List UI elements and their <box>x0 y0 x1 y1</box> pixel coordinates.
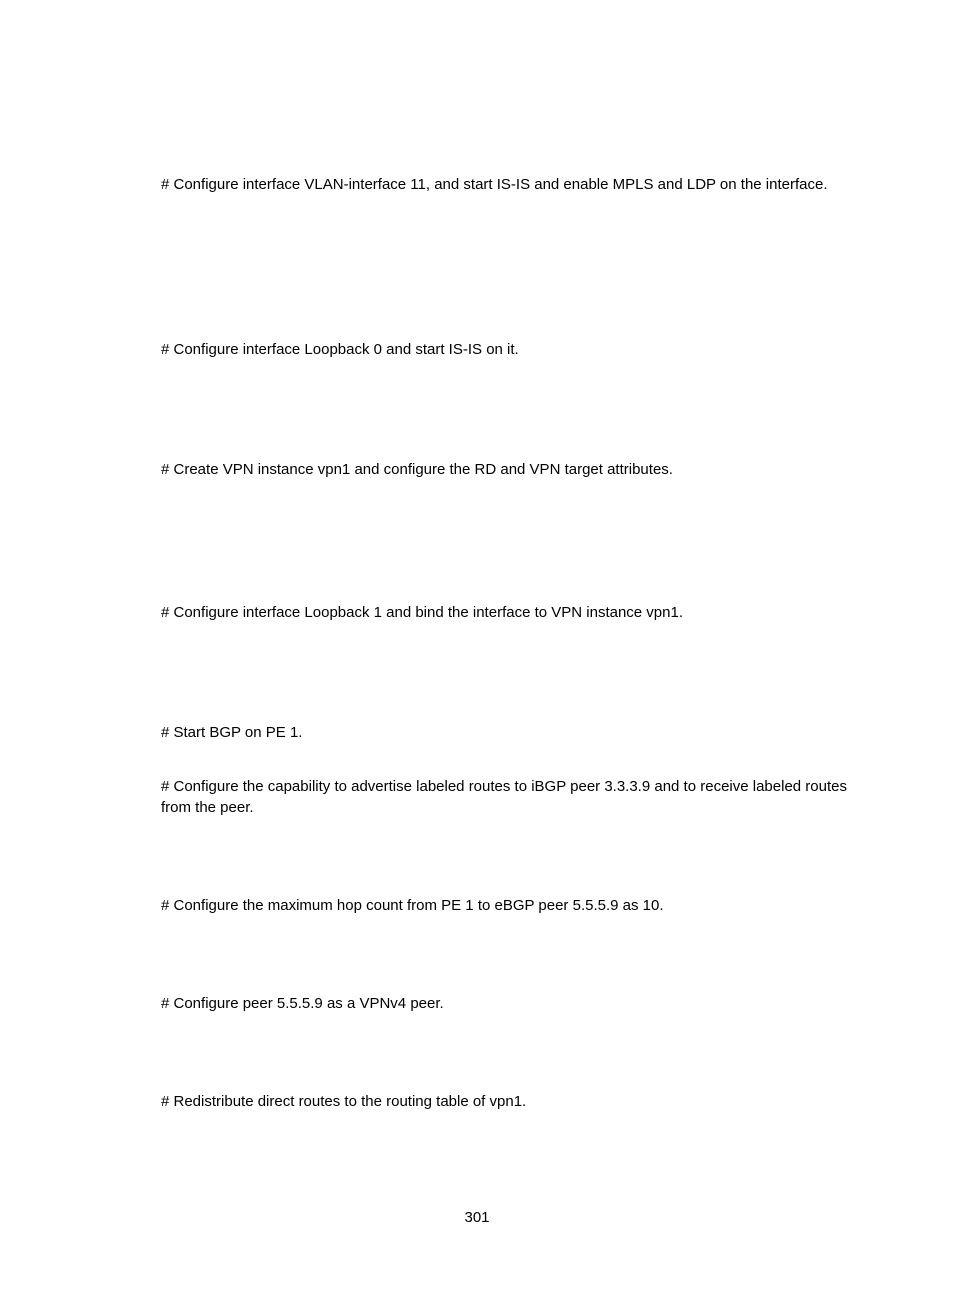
step-configure-loopback-0: # Configure interface Loopback 0 and start IS-IS on it. <box>161 341 519 358</box>
step-configure-vlan-interface-11: # Configure interface VLAN-interface 11, and start IS-IS and enable MPLS and LDP on the interface. <box>161 176 828 193</box>
step-start-bgp: # Start BGP on PE 1. <box>161 724 303 741</box>
step-vpnv4-peer: # Configure peer 5.5.5.9 as a VPNv4 peer. <box>161 995 444 1012</box>
step-max-hop-count: # Configure the maximum hop count from PE 1 to eBGP peer 5.5.5.9 as 10. <box>161 897 664 914</box>
step-redistribute-direct-routes: # Redistribute direct routes to the routing table of vpn1. <box>161 1093 527 1110</box>
step-configure-loopback-1: # Configure interface Loopback 1 and bind the interface to VPN instance vpn1. <box>161 604 684 621</box>
step-labeled-routes-ibgp: # Configure the capability to advertise labeled routes to iBGP peer 3.3.3.9 and to receive labeled routes from the peer. <box>161 778 847 816</box>
page-number: 301 <box>464 1209 490 1226</box>
step-create-vpn-instance: # Create VPN instance vpn1 and configure the RD and VPN target attributes. <box>161 461 673 478</box>
